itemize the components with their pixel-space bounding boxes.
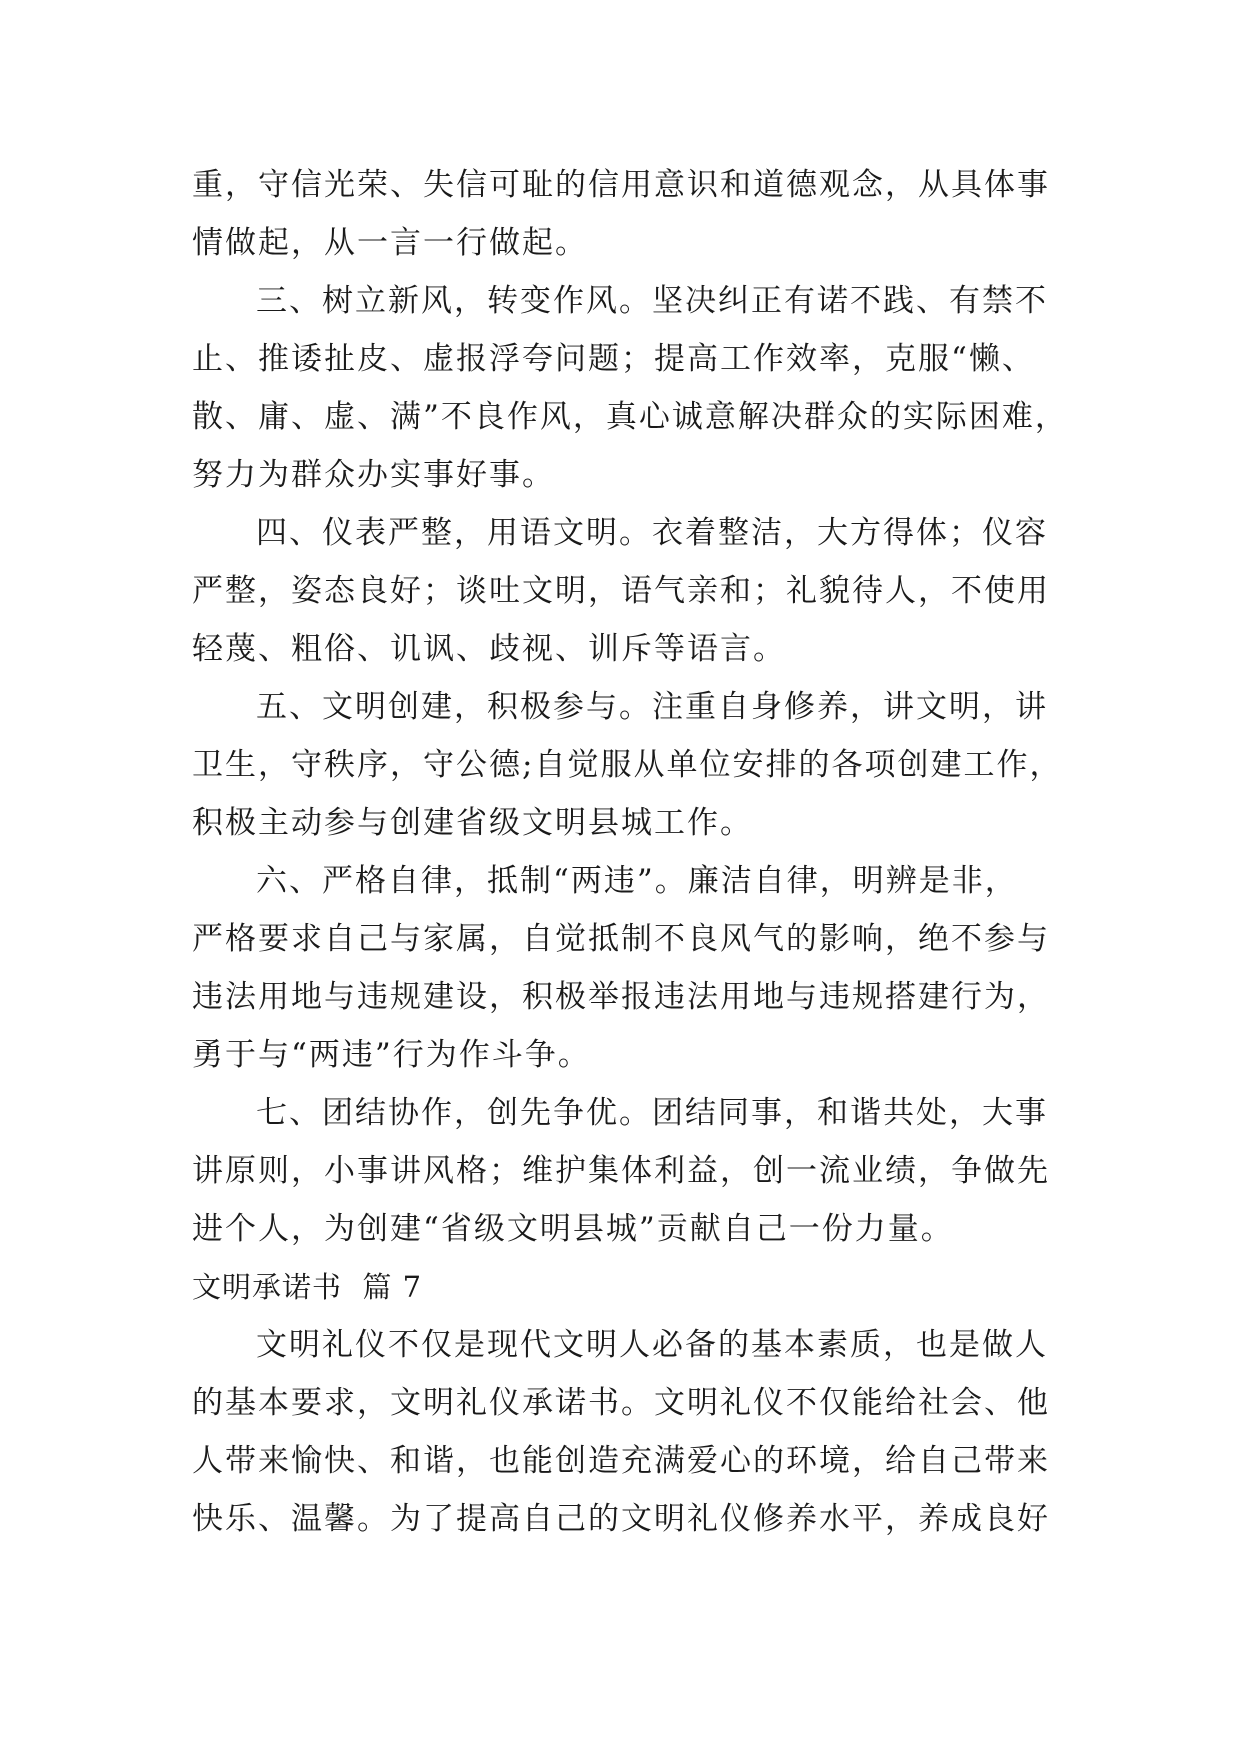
text-line: 努力为群众办实事好事。 — [192, 457, 555, 493]
text-line: 五、文明创建，积极参与。注重自身修养，讲文明，讲 — [256, 689, 1048, 725]
document-body — [192, 156, 1072, 1548]
paragraph-continuation — [192, 156, 1072, 272]
section-heading: 文明承诺书 篇 7 — [192, 1270, 423, 1304]
text-line: 严格要求自己与家属，自觉抵制不良风气的影响，绝不参与 — [192, 921, 1050, 957]
paragraph-item-7 — [192, 1084, 1072, 1258]
text-line: 积极主动参与创建省级文明县城工作。 — [192, 805, 753, 841]
text-line: 七、团结协作，创先争优。团结同事，和谐共处，大事 — [256, 1095, 1048, 1131]
text-line: 散、庸、虚、满”不良作风，真心诚意解决群众的实际困难， — [192, 399, 1068, 435]
paragraph-item-4 — [192, 504, 1072, 678]
text-line: 止、推诿扯皮、虚报浮夸问题；提高工作效率，克服“懒、 — [192, 341, 1035, 377]
paragraph-item-3 — [192, 272, 1072, 504]
text-line: 违法用地与违规建设，积极举报违法用地与违规搭建行为， — [192, 979, 1050, 1015]
text-line: 卫生，守秩序，守公德;自觉服从单位安排的各项创建工作， — [192, 747, 1063, 783]
paragraph-intro — [192, 1316, 1072, 1548]
text-line: 重，守信光荣、失信可耻的信用意识和道德观念，从具体事 — [192, 167, 1050, 203]
text-line: 勇于与“两违”行为作斗争。 — [192, 1037, 591, 1073]
paragraph-item-5 — [192, 678, 1072, 852]
text-line: 情做起，从一言一行做起。 — [192, 225, 588, 261]
text-line: 四、仪表严整，用语文明。衣着整洁，大方得体；仪容 — [256, 515, 1048, 551]
text-line: 讲原则，小事讲风格；维护集体利益，创一流业绩，争做先 — [192, 1153, 1050, 1189]
text-line: 的基本要求，文明礼仪承诺书。文明礼仪不仅能给社会、他 — [192, 1385, 1050, 1421]
text-line: 六、严格自律，抵制“两违”。廉洁自律，明辨是非， — [256, 863, 1018, 899]
text-line: 严整，姿态良好；谈吐文明，语气亲和；礼貌待人，不使用 — [192, 573, 1050, 609]
text-line: 轻蔑、粗俗、讥讽、歧视、训斥等语言。 — [192, 631, 786, 667]
text-line: 人带来愉快、和谐，也能创造充满爱心的环境，给自己带来 — [192, 1443, 1050, 1479]
text-line: 三、树立新风，转变作风。坚决纠正有诺不践、有禁不 — [256, 283, 1048, 319]
paragraph-item-6 — [192, 852, 1072, 1084]
text-line: 快乐、温馨。为了提高自己的文明礼仪修养水平，养成良好 — [192, 1501, 1050, 1537]
text-line: 文明礼仪不仅是现代文明人必备的基本素质，也是做人 — [256, 1327, 1048, 1363]
text-line: 进个人，为创建“省级文明县城”贡献自己一份力量。 — [192, 1211, 954, 1247]
